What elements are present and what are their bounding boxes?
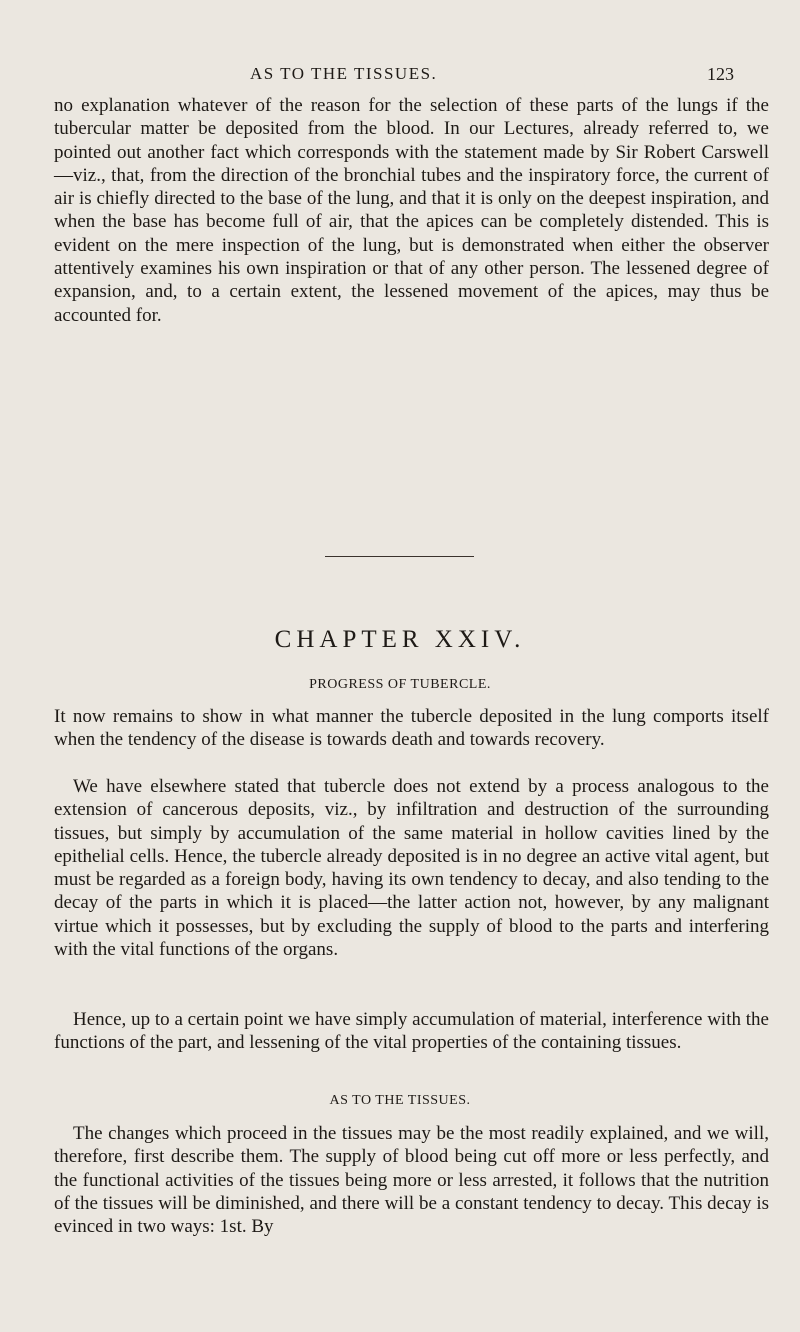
section-heading: AS TO THE TISSUES.	[329, 1093, 471, 1108]
running-head	[0, 64, 800, 90]
body-paragraph-3: Hence, up to a certain point we have simply accumulation of material, interference with the functions of the part, and lessening of the vital properties of the containing tissues.	[54, 1009, 769, 1054]
intro-paragraph: It now remains to show in what manner the tubercle deposited in the lung comports itself when the tendency of the disease is towards death and towards recovery.	[54, 706, 769, 751]
running-title: AS TO THE TISSUES.	[250, 64, 438, 83]
body-paragraph-2: We have elsewhere stated that tubercle does not extend by a process analogous to the extension of cancerous deposits, viz., by infiltration and destruction of the surrounding tissues, but simply by accumulation of the same material in hollow cavities lined by the epithelial cells. Hence, the tubercle already deposited is in no degree an active vital agent, but must be regarded as a foreign body, having its own tendency to decay, and also tending to the decay of the parts in which it is placed—the latter action not, however, by any malignant virtue which it possesses, but by excluding the supply of blood to the parts and interfering with the vital functions of the organs.	[54, 776, 769, 961]
page-number: 123	[707, 64, 734, 84]
chapter-heading: CHAPTER XXIV.	[274, 626, 526, 653]
section-divider	[325, 556, 474, 557]
continuation-paragraph: no explanation whatever of the reason for the selection of these parts of the lungs if the tubercular matter be deposited from the blood. In our Lectures, already referred to, we pointed out another fact which corresponds with the statement made by Sir Robert Carswell—viz., that, from the direction of the bronchial tubes and the inspiratory force, the current of air is chiefly directed to the base of the lung, and that it is only on the deepest inspiration, and when the base has become full of air, that the apices can be completely distended. This is evident on the mere inspection of the lung, but is demonstrated when either the observer attentively examines his own inspiration or that of any other person. The lessened degree of expansion, and, to a certain extent, the lessened movement of the apices, may thus be accounted for.	[54, 95, 769, 326]
body-paragraph-4: The changes which proceed in the tissues may be the most readily explained, and we will, therefore, first describe them. The supply of blood being cut off more or less perfectly, and the functional activities of the tissues being more or less arrested, it follows that the nutrition of the tissues will be diminished, and there will be a constant tendency to decay. This decay is evinced in two ways: 1st. By	[54, 1123, 769, 1238]
chapter-subtitle: PROGRESS OF TUBERCLE.	[309, 677, 491, 692]
